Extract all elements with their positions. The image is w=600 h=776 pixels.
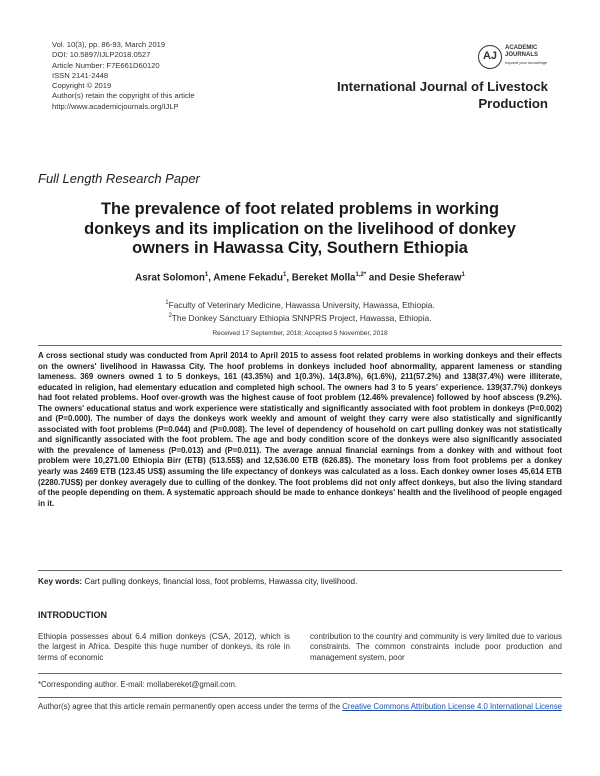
author-and: and (366, 272, 390, 284)
abstract: A cross sectional study was conducted from April 2014 to April 2015 to assess foot related problems in working donkeys and their effects on the owners' livelihood in Hawassa City. The hoof problems in donkeys included hoof abnormality, apparent lameness or standing lameness. 369 owners owned 1 to 5 donkeys, 161 (43.35%) and 1(0.3%). 14(3.8%), 6(1.6%), 211(57.2%) and 138(37.4%) were illiterate, educated in religion, had elementary education and completed high school. The owners had 3 to 5 years' experience. 139(37.7%) donkeys had foot related problems. Hoof over-growth was the highest cause of foot problem (12.46% prevalence) followed by hoof abscess (9.2%). The owners' educational status and work experience were statistically and significantly associated with foot problem in donkeys (P=0.002) and (P=0.000). The number of days the donkeys work weekly and amount of weight they carry were also statistically and significantly associated with foot problems (P=0.044) and (P=0.008). The level of dependency of household on cart pulling donkey was not statistically and significantly associated with the foot problem. The age and body condition score of the donkeys were also significantly associated with the prevalence of lameness (P=0.013) and (P=0.011). The average annual financial earnings from a donkey with and without foot problem were 10,271.00 Ethiopia Birr (ETB) (513.55$) and 12,536.00 ETB (626.8$). The monetary loss from foot problems per a donkey yearly was 2469 ETB (123.45 US$) assuming the life expectancy of donkeys was calculated as a loss. Each donkey owner loses 45,614 ETB (2280.7US$) per donkey averagely due to culling of the donkey. The foot problems did not only affect donkeys, but also the living standard of the people depending on them. A systematic approach should be made to enhance donkeys' health and the livelihood of people engaged in it. (38, 351, 562, 508)
author-separator: , (286, 272, 292, 284)
publisher-name-line2: JOURNALS (505, 52, 539, 58)
title-line: The prevalence of foot related problems in working (100, 200, 499, 218)
meta-url[interactable]: http://www.academicjournals.org/IJLP (52, 101, 179, 111)
intro-column-right: contribution to the country and community is very limited due to various constraints. The common constraints include poor production and management system, poor (310, 632, 562, 662)
abstract-bottom-divider (38, 570, 562, 571)
affiliation-mark: 2 (168, 312, 172, 319)
meta-volume: Vol. 10(3), pp. 86-93, March 2019 (52, 40, 166, 49)
author-affiliation-mark: 1,2* (355, 272, 367, 278)
affiliations (0, 298, 600, 324)
affiliation-text: Faculty of Veterinary Medicine, Hawassa University, Hawassa, Ethiopia. (168, 299, 435, 310)
intro-column-left: Ethiopia possesses about 6.4 million donkeys (CSA, 2012), which is the largest in Africa. Despite this huge number of donkeys, its role in terms of economic (38, 632, 290, 662)
license-notice (38, 702, 562, 712)
journal-name (337, 78, 548, 112)
received-dates: Received 17 September, 2018; Accepted 5 November, 2018 (212, 330, 388, 337)
publisher-logo-icon: AJ (478, 45, 502, 69)
title-line: owners in Hawassa City, Southern Ethiopia (132, 239, 468, 257)
section-heading-introduction: INTRODUCTION (38, 610, 107, 620)
author-name: Amene Fekadu (213, 272, 283, 284)
footnote-divider (38, 673, 562, 674)
paper-title (0, 200, 600, 259)
license-text: Author(s) agree that this article remain permanently open access under the terms of the (38, 702, 343, 711)
paper-type: Full Length Research Paper (38, 171, 200, 186)
author-affiliation-mark: 1 (282, 272, 287, 278)
keywords (38, 577, 357, 586)
publisher-name (505, 45, 547, 66)
meta-copyright: Copyright © 2019 (52, 81, 112, 91)
author-separator: , (208, 272, 214, 284)
meta-doi: DOI: 10.5897/IJLP2018.0527 (52, 50, 151, 60)
journal-name-line2: Production (478, 96, 548, 111)
meta-issn: ISSN 2141-2448 (52, 70, 109, 80)
author-name: Bereket Molla (291, 272, 356, 284)
affiliation-text: The Donkey Sanctuary Ethiopia SNNPRS Project, Hawassa, Ethiopia. (171, 312, 432, 323)
meta-rights: Author(s) retain the copyright of this article (52, 91, 195, 101)
abstract-top-divider (38, 345, 562, 346)
corresponding-author: *Corresponding author. E-mail: mollabereket@gmail.com. (38, 680, 238, 689)
affiliation-mark: 1 (165, 300, 169, 306)
journal-name-line1: International Journal of Livestock (336, 79, 548, 94)
publisher-tagline: expand your knowledge (505, 60, 548, 65)
affiliation-line (0, 311, 600, 324)
author-list (0, 272, 600, 283)
keywords-label: Key words: (38, 577, 83, 586)
meta-article-number: Article Number: F7E661D60120 (52, 60, 160, 70)
author-affiliation-mark: 1 (204, 272, 209, 278)
article-meta (52, 40, 195, 112)
affiliation-line (0, 298, 600, 311)
author-affiliation-mark: 1 (461, 272, 465, 278)
license-link[interactable]: Creative Commons Attribution License 4.0 International License (342, 702, 562, 711)
author-name: Asrat Solomon (135, 272, 205, 284)
keywords-list: Cart pulling donkeys, financial loss, foot problems, Hawassa city, livelihood. (82, 577, 358, 586)
license-divider (38, 697, 562, 698)
publisher-name-line1: ACADEMIC (505, 45, 538, 51)
title-line: donkeys and its implication on the livelihood of donkey (84, 219, 516, 238)
author-name: Desie Sheferaw (389, 272, 462, 284)
